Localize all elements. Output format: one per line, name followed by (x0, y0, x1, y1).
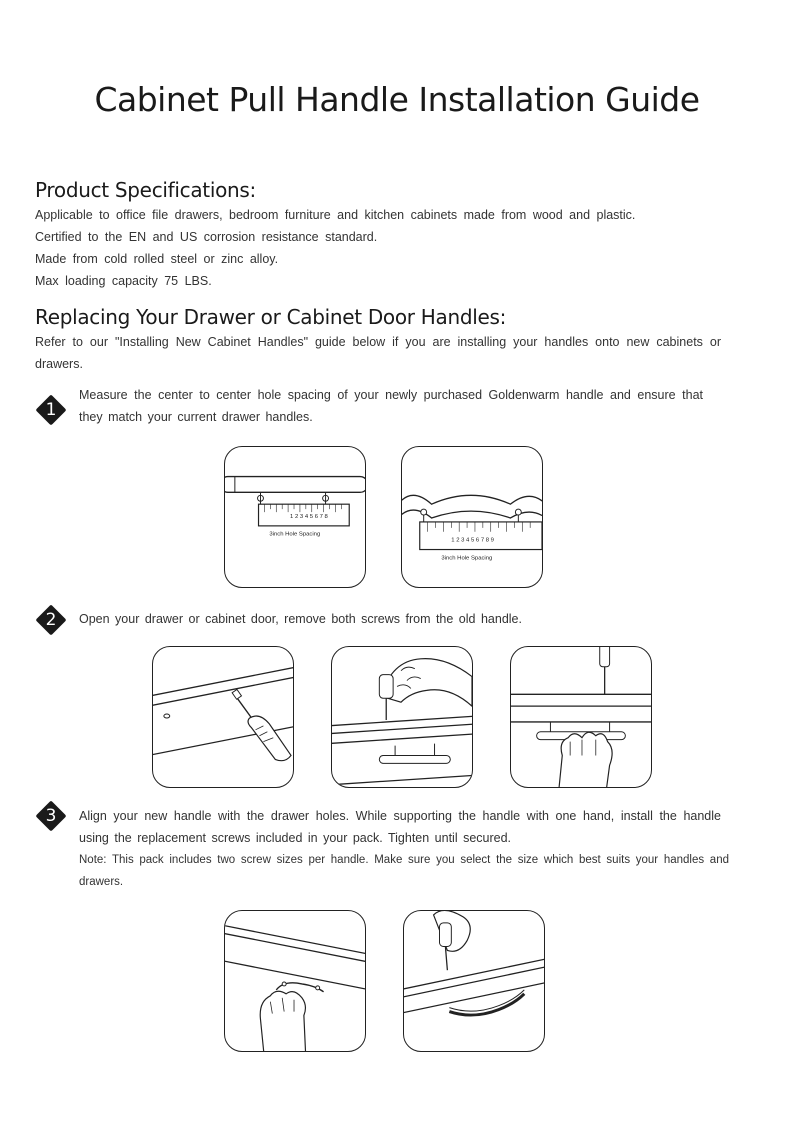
replacing-intro: Refer to our "Installing New Cabinet Handles" guide below if you are installing your handles onto new cabinets or drawers. (35, 335, 721, 371)
screwdriver-install-drawing (404, 911, 544, 1051)
svg-text:1 2 3 4 5 6 7 8 9: 1 2 3 4 5 6 7 8 9 (451, 537, 494, 544)
ruler-curved-drawing (402, 447, 542, 587)
ruler-straight-drawing (225, 447, 365, 587)
ruler-label: 3inch Hole Spacing (269, 531, 321, 538)
step-1-text: Measure the center to center hole spacing of your newly purchased Goldenwarm handle and ensure that they match your current drawer handles. (79, 388, 703, 424)
spec-line-1: Applicable to office file drawers, bedroom furniture and kitchen cabinets made from wood and plastic. (35, 208, 636, 222)
step-2-illustration-screwdriver-angle (152, 646, 294, 788)
replacing-heading: Replacing Your Drawer or Cabinet Door Handles: (35, 305, 507, 329)
step-2-number: 2 (45, 610, 57, 630)
step-3-note: Note: This pack includes two screw sizes per handle. Make sure you select the size which best suits your handles and drawers. (79, 854, 729, 888)
hand-screwdriver-drawing (332, 647, 472, 787)
page-title: Cabinet Pull Handle Installation Guide (94, 80, 700, 119)
step-1-number: 1 (45, 400, 57, 420)
step-2-illustration-hand-screwdriver (331, 646, 473, 788)
step-2-badge (35, 604, 67, 636)
svg-text:1 2 3 4 5 6 7 8: 1 2 3 4 5 6 7 8 (290, 513, 328, 520)
ruler-label-2: 3inch Hole Spacing (441, 555, 493, 562)
step-3-number: 3 (45, 806, 57, 826)
step-3-badge (35, 800, 67, 832)
spec-line-2: Certified to the EN and US corrosion resistance standard. (35, 230, 378, 244)
step-3-illustration-screwdriver-install (403, 910, 545, 1052)
spec-line-3: Made from cold rolled steel or zinc alloy. (35, 252, 279, 266)
step-1-illustration-ruler-straight (224, 446, 366, 588)
step-3-text: Align your new handle with the drawer holes. While supporting the handle with one hand, install the handle using the replacement screws included in your pack. Tighten until secured. (79, 809, 721, 845)
spec-line-4: Max loading capacity 75 LBS. (35, 274, 212, 288)
specs-heading: Product Specifications: (35, 178, 256, 202)
step-1-badge (35, 394, 67, 426)
step-2-illustration-hand-handle (510, 646, 652, 788)
screwdriver-angle-drawing (153, 647, 293, 787)
step-2-text: Open your drawer or cabinet door, remove both screws from the old handle. (79, 612, 522, 626)
hand-handle-drawing (511, 647, 651, 787)
step-3-illustration-hand-align (224, 910, 366, 1052)
step-1-illustration-ruler-curved (401, 446, 543, 588)
hand-align-drawing (225, 911, 365, 1051)
